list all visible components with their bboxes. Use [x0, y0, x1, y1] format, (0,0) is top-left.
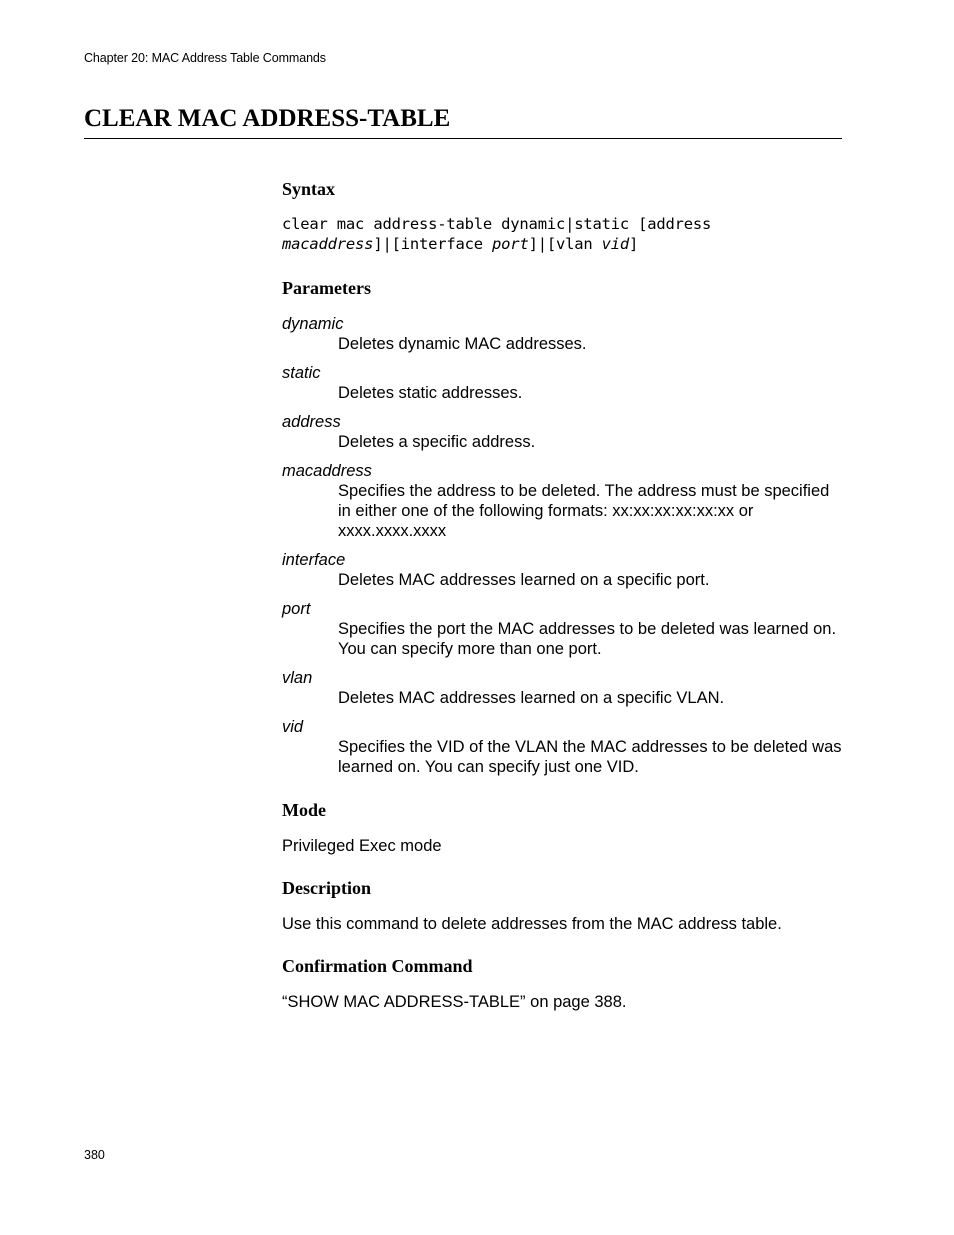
syntax-line-2: [282, 234, 847, 254]
syntax-block: [282, 214, 847, 254]
mode-text: Privileged Exec mode: [282, 837, 442, 855]
syntax-macaddress: macaddress: [282, 235, 374, 253]
description-text: Use this command to delete addresses from the MAC address table.: [282, 915, 782, 933]
syntax-heading: Syntax: [282, 179, 336, 199]
parameter-item: [282, 314, 847, 354]
parameter-name: static: [282, 364, 321, 382]
parameter-description: Specifies the port the MAC addresses to be deleted was learned on. You can specify more than one port.: [338, 620, 837, 658]
syntax-vid: vid: [601, 235, 630, 253]
parameter-name: vlan: [282, 669, 313, 687]
parameter-description: Specifies the address to be deleted. The address must be specified in either one of the following formats: xx:xx:xx:xx:xx:xx or xxxx.xxxx.xxxx: [338, 482, 830, 540]
parameter-item: [282, 668, 847, 708]
parameter-item: [282, 599, 847, 659]
parameter-name: macaddress: [282, 462, 372, 480]
parameter-name: dynamic: [282, 315, 344, 333]
parameter-description: Deletes a specific address.: [338, 433, 536, 451]
parameter-name: interface: [282, 551, 346, 569]
command-content: [282, 178, 847, 1012]
syntax-line-1: clear mac address-table dynamic|static [address: [282, 215, 712, 233]
page-title: CLEAR MAC ADDRESS-TABLE: [84, 104, 842, 139]
parameter-name: port: [282, 600, 311, 618]
parameter-item: [282, 550, 847, 590]
parameter-item: [282, 717, 847, 777]
syntax-port: port: [492, 235, 529, 253]
page-number: 380: [84, 1148, 105, 1162]
parameter-item: [282, 363, 847, 403]
description-heading: Description: [282, 878, 371, 898]
parameter-item: [282, 412, 847, 452]
confirmation-link[interactable]: “SHOW MAC ADDRESS-TABLE” on page 388.: [282, 993, 627, 1011]
confirmation-heading: Confirmation Command: [282, 956, 473, 976]
parameter-description: Deletes static addresses.: [338, 384, 523, 402]
parameter-item: [282, 461, 847, 541]
mode-heading: Mode: [282, 800, 326, 820]
running-header: Chapter 20: MAC Address Table Commands: [84, 51, 326, 65]
parameter-description: Deletes MAC addresses learned on a specific VLAN.: [338, 689, 725, 707]
parameter-description: Specifies the VID of the VLAN the MAC addresses to be deleted was learned on. You can specify just one VID.: [338, 738, 842, 776]
parameter-description: Deletes MAC addresses learned on a specific port.: [338, 571, 710, 589]
parameters-heading: Parameters: [282, 278, 371, 298]
parameter-description: Deletes dynamic MAC addresses.: [338, 335, 587, 353]
parameter-name: address: [282, 413, 341, 431]
syntax-interface: ]|[interface: [373, 235, 493, 253]
parameter-name: vid: [282, 718, 304, 736]
parameter-list: [282, 314, 847, 777]
syntax-vlan: ]|[vlan: [528, 235, 602, 253]
syntax-end: ]: [629, 235, 639, 253]
